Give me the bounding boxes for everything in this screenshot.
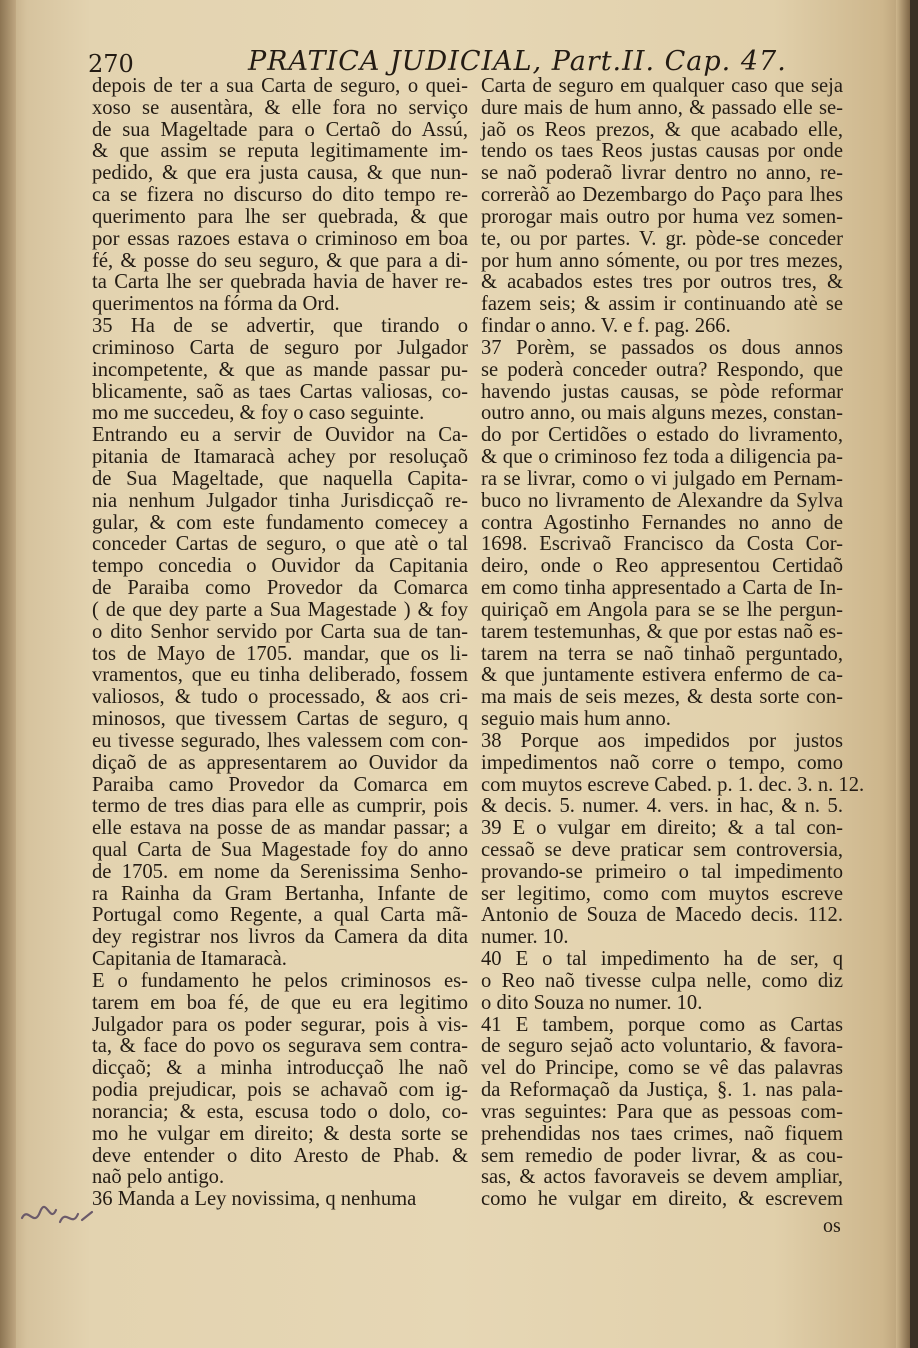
- left-column-line: ta Carta lhe ser quebrada havia de haver re-: [92, 271, 468, 294]
- right-column-line: com muytos escreve Cabed. p. 1. dec. 3. n. 12.: [481, 773, 865, 796]
- right-column-line: sem remedio de poder livrar, & as cou-: [481, 1144, 843, 1167]
- right-column-line: prorogar mais outro por huma vez somen-: [481, 205, 843, 228]
- running-head: PRATICA JUDICIAL, Part.II. Cap. 47.: [248, 46, 787, 77]
- left-column-line: por essas razoes estava o criminoso em boa: [92, 227, 468, 250]
- left-column-line: querimento para lhe ser quebrada, & que: [92, 205, 468, 228]
- right-column-line: em como tinha appresentado a Carta de In-: [481, 577, 843, 600]
- right-column-line: ma mais de seis mezes, & desta sorte con-: [481, 686, 843, 709]
- left-column-line: Entrando eu a servir de Ouvidor na Ca-: [92, 424, 468, 447]
- right-column-line: vras seguintes: Para que as pessoas com-: [481, 1100, 843, 1123]
- right-column-line: cessaõ se deve praticar sem controversia,: [481, 838, 843, 861]
- left-column-line: de sua Mageltade para o Certaõ do Assú,: [92, 118, 468, 141]
- left-column-line: blicamente, saõ as taes Cartas valiosas, co-: [92, 380, 468, 403]
- left-column-line: conceder Cartas de seguro, o que atè o tal: [92, 533, 468, 556]
- book-gutter: [0, 0, 16, 1348]
- right-column-line: provando-se primeiro o tal impedimento: [481, 860, 843, 883]
- left-column-line: dey registrar nos livros da Camera da dita: [92, 926, 468, 949]
- right-column-line: dure mais de hum anno, & passado elle se-: [481, 96, 843, 119]
- page-number: 270: [88, 50, 134, 78]
- right-column-line: tarem na terra se naõ tinhaõ perguntado,: [481, 642, 843, 665]
- right-column-line: ra se livrar, como o vi julgado em Pernam-: [481, 467, 843, 490]
- right-column-line: correràõ ao Dezembargo do Paço para lhes: [481, 184, 843, 207]
- left-column-line: tempo concedia o Ouvidor da Capitania: [92, 555, 468, 578]
- left-column-line: elle estava na posse de as mandar passar; a: [92, 817, 468, 840]
- left-column-line: qual Carta de Sua Magestade foy do anno: [92, 838, 468, 861]
- left-column-line: fé, & posse do seu seguro, & que para a di-: [92, 249, 468, 272]
- right-column-line: sas, & actos favoraveis se devem ampliar,: [481, 1166, 843, 1189]
- right-column-line: de seguro sejaõ acto voluntario, & favora-: [481, 1035, 843, 1058]
- right-column-line: contra Agostinho Fernandes no anno de: [481, 511, 843, 534]
- right-column-line: jaõ os Reos prezos, & que acabado elle,: [481, 118, 843, 141]
- left-column-line: tarem em boa fé, de que eu era legitimo: [92, 991, 468, 1014]
- right-column-line: outro anno, ou mais alguns mezes, constan-: [481, 402, 843, 425]
- right-column-line: ser legitimo, como com muytos escreve: [481, 882, 843, 905]
- right-column-line: deiro, onde o Reo appresentou Certidaõ: [481, 555, 843, 578]
- right-column-line: se naõ poderaõ livrar dentro no anno, re-: [481, 162, 843, 185]
- left-column-line: norancia; & esta, escusa todo o dolo, co-: [92, 1100, 468, 1123]
- left-column-line: ra Rainha da Gram Bertanha, Infante de: [92, 882, 468, 905]
- left-column-line: ( de que dey parte a Sua Magestade ) & foy: [92, 598, 468, 621]
- right-column-line: quiriçaõ em Angola para se se lhe pergun-: [481, 598, 843, 621]
- right-column-line: te, ou por partes. V. gr. pòde-se conceder: [481, 227, 843, 250]
- right-column-line: 40 E o tal impedimento ha de ser, q: [481, 948, 843, 971]
- left-column-line: querimentos na fórma da Ord.: [92, 293, 340, 316]
- right-column-line: seguio mais hum anno.: [481, 708, 671, 731]
- right-column-line: impedimentos naõ corre o tempo, como: [481, 751, 843, 774]
- right-column-line: & que o criminoso fez toda a diligencia pa-: [481, 446, 843, 469]
- left-column-line: valiosos, & tudo o processado, & aos cri-: [92, 686, 468, 709]
- right-column-line: Carta de seguro em qualquer caso que seja: [481, 75, 843, 97]
- right-column-line: numer. 10.: [481, 926, 569, 949]
- left-column-line: pitania de Itamaracà achey por resoluçaõ: [92, 446, 468, 469]
- left-column-line: nia nenhum Julgador tinha Jurisdicçaõ re-: [92, 489, 468, 512]
- left-column-line: ta, & face do povo os segurava sem contra-: [92, 1035, 468, 1058]
- right-column-line: se poderà conceder outra? Respondo, que: [481, 358, 843, 381]
- left-column-line: o dito Senhor servido por Carta sua de tan-: [92, 620, 468, 643]
- right-column-line: buco no livramento de Alexandre da Sylva: [481, 489, 843, 512]
- left-column-line: gular, & com este fundamento comecey a: [92, 511, 468, 534]
- left-column-line: termo de tres dias para elle as cumprir, pois: [92, 795, 468, 818]
- right-column-line: prehendidas nos taes crimes, naõ fiquem: [481, 1122, 843, 1145]
- left-column-line: Julgador para os poder segurar, pois à vis-: [92, 1013, 468, 1036]
- right-column-line: tarem testemunhas, & que por estas naõ es-: [481, 620, 843, 643]
- left-column-line: deve entender o dito Aresto de Phab. &: [92, 1144, 468, 1167]
- right-column-line: tendo os taes Reos justas causas por onde: [481, 140, 843, 163]
- left-column-line: Paraiba camo Provedor da Comarca em: [92, 773, 468, 796]
- left-column-line: E o fundamento he pelos criminosos es-: [92, 969, 468, 992]
- left-column-line: incompetente, & que as mande passar pu-: [92, 358, 468, 381]
- left-column-line: & que assim se reputa legitimamente im-: [92, 140, 468, 163]
- right-column-line: como he vulgar em direito, & escrevem: [481, 1188, 843, 1211]
- right-column-line: da Reformaçaõ da Justiça, §. 1. nas pala-: [481, 1079, 843, 1102]
- right-column-line: findar o anno. V. e f. pag. 266.: [481, 315, 731, 338]
- left-text-column: [92, 76, 468, 1211]
- right-column-line: do por Certidões o estado do livramento,: [481, 424, 843, 447]
- left-column-line: vramentos, que eu tinha deliberado, fossem: [92, 664, 468, 687]
- left-column-line: de Paraiba como Provedor da Comarca: [92, 577, 468, 600]
- right-column-line: havendo justas causas, se pòde reformar: [481, 380, 843, 403]
- left-column-line: de Sua Mageltade, que naquella Capita-: [92, 467, 468, 490]
- left-column-line: mo me succedeu, & foy o caso seguinte.: [92, 402, 425, 425]
- catchword: os: [823, 1215, 841, 1237]
- left-column-line: xoso se ausentàra, & elle fora no serviço: [92, 96, 468, 119]
- right-column-line: por hum anno sómente, ou por tres mezes,: [481, 249, 843, 272]
- left-column-line: eu tivesse segurado, lhes valessem com con-: [92, 729, 468, 752]
- left-column-line: Capitania de Itamaracà.: [92, 948, 287, 971]
- left-column-line: podia prejudicar, pois se achavaõ com ig-: [92, 1079, 468, 1102]
- left-column-line: minosos, que tivessem Cartas de seguro, q: [92, 708, 468, 731]
- left-column-line: naõ pelo antigo.: [92, 1166, 225, 1189]
- handwritten-margin-note: [16, 1198, 96, 1234]
- left-column-line: de 1705. em nome da Serenissima Senho-: [92, 860, 468, 883]
- left-column-line: criminoso Carta de seguro por Julgador: [92, 336, 468, 359]
- left-column-line: 36 Manda a Ley novissima, q nenhuma: [92, 1188, 417, 1211]
- right-column-line: & que juntamente estivera enfermo de ca-: [481, 664, 843, 687]
- right-column-line: Antonio de Souza de Macedo decis. 112.: [481, 904, 843, 927]
- left-column-line: 35 Ha de se advertir, que tirando o: [92, 315, 468, 338]
- left-column-line: tos de Mayo de 1705. mandar, que os li-: [92, 642, 468, 665]
- right-column-line: vel do Principe, como se vê das palavras: [481, 1057, 843, 1080]
- right-text-column: [481, 75, 865, 1211]
- right-column-line: 38 Porque aos impedidos por justos: [481, 729, 843, 752]
- left-column-line: ca se fizera no discurso do dito tempo re-: [92, 184, 468, 207]
- left-column-line: Portugal como Regente, a qual Carta mã-: [92, 904, 468, 927]
- right-column-line: fazem seis; & assim ir continuando atè se: [481, 293, 843, 316]
- right-column-line: & acabados estes tres por outros tres, &: [481, 271, 843, 294]
- right-column-line: 39 E o vulgar em direito; & a tal con-: [481, 817, 843, 840]
- right-column-line: 1698. Escrivaõ Francisco da Costa Cor-: [481, 533, 843, 556]
- right-column-line: & decis. 5. numer. 4. vers. in hac, & n. 5.: [481, 795, 843, 818]
- left-column-line: mo he vulgar em direito; & desta sorte se: [92, 1122, 468, 1145]
- right-column-line: 41 E tambem, porque como as Cartas: [481, 1013, 843, 1036]
- left-column-line: depois de ter a sua Carta de seguro, o quei-: [92, 75, 468, 97]
- right-column-line: o Reo naõ tivesse culpa nelle, como diz: [481, 969, 843, 992]
- right-column-line: o dito Souza no numer. 10.: [481, 991, 703, 1014]
- left-column-line: pedido, & que era justa causa, & que nun-: [92, 162, 468, 185]
- left-column-line: dicçaõ; & a minha introducçaõ lhe naõ: [92, 1057, 468, 1080]
- left-column-line: diçaõ de as appresentarem ao Ouvidor da: [92, 751, 468, 774]
- right-column-line: 37 Porèm, se passados os dous annos: [481, 336, 843, 359]
- page-edge-shadow: [896, 0, 910, 1348]
